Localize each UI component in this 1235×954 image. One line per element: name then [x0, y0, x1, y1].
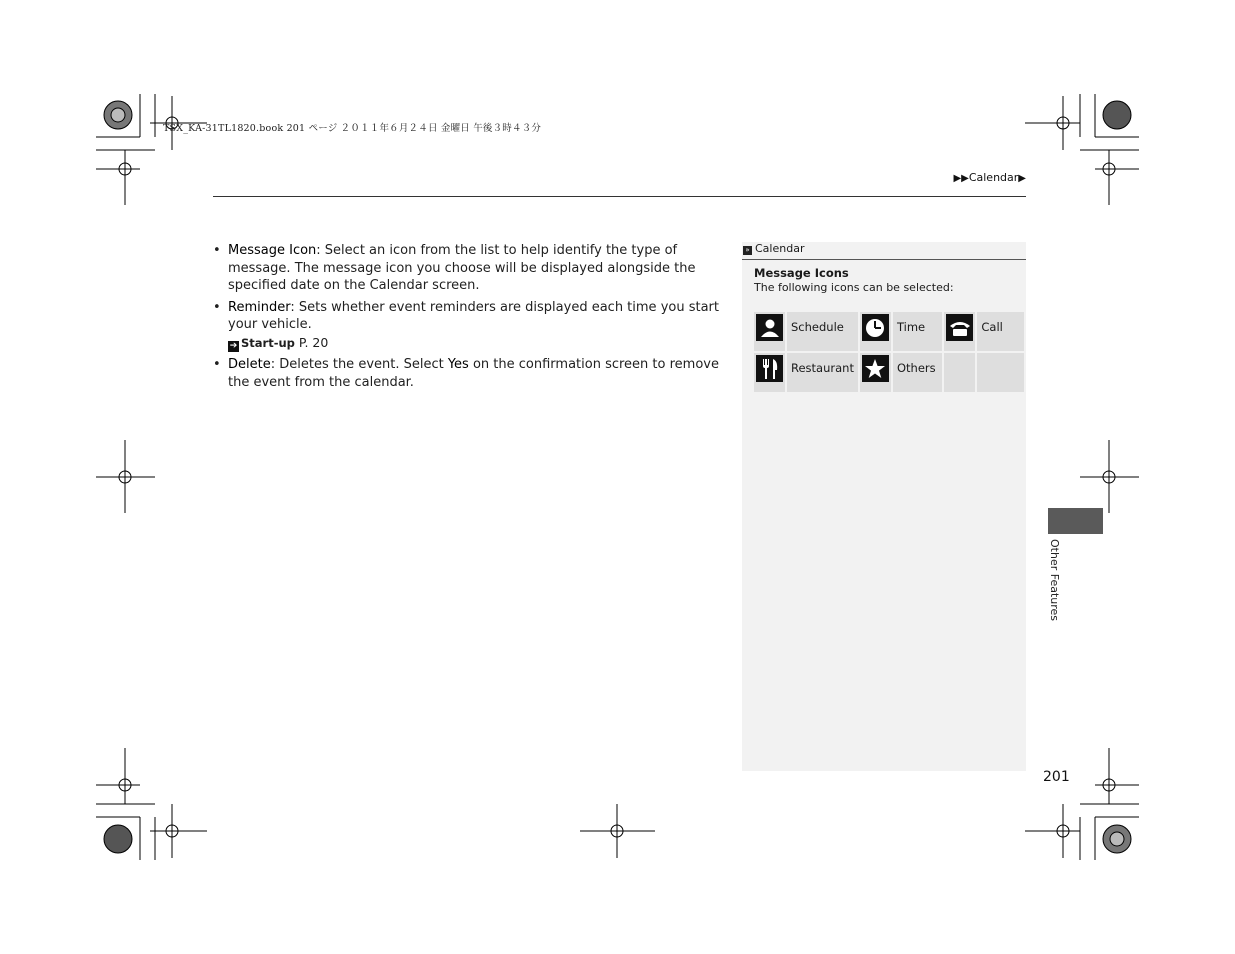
bullet-list: [213, 242, 723, 391]
icon-label: Time: [893, 312, 942, 351]
person-icon: [756, 314, 783, 341]
bullet-dot: •: [213, 299, 221, 315]
message-icons-heading: Message Icons: [754, 266, 849, 280]
table-row: [754, 312, 1024, 351]
bullet-delete: [213, 356, 723, 391]
icon-label: Schedule: [787, 312, 858, 351]
bullet-text: on the confirmation screen to remove the event from the calendar.: [228, 357, 719, 390]
fork-knife-icon: [756, 355, 783, 382]
section-tab: [1048, 508, 1103, 534]
cross-reference-link[interactable]: [228, 334, 723, 353]
sidebar-title-text: Calendar: [755, 242, 805, 255]
double-chevron-icon: »: [743, 246, 752, 255]
clock-icon: [862, 314, 889, 341]
section-tab-label: Other Features: [1048, 539, 1061, 622]
breadcrumb: [953, 171, 1026, 184]
breadcrumb-suffix: ▶: [1018, 173, 1026, 184]
icon-label: Call: [977, 312, 1024, 351]
bullet-dot: •: [213, 243, 221, 258]
message-icons-subtitle: The following icons can be selected:: [754, 281, 954, 294]
icon-label: Restaurant: [787, 353, 858, 392]
bullet-text: : Select an icon from the list to help identify the type of message. The message icon you choose will be displayed alongside the specified date on the Calendar screen.: [228, 243, 696, 293]
xref-page: P. 20: [294, 334, 329, 350]
bullet-text: : Deletes the event. Select: [270, 357, 448, 372]
icon-table: [752, 310, 1026, 394]
bullet-term: Delete: [228, 357, 271, 372]
breadcrumb-prefix: ▶▶: [953, 173, 969, 184]
table-row: [754, 353, 1024, 392]
yes-keyword: Yes: [447, 357, 469, 372]
breadcrumb-label[interactable]: Calendar: [968, 171, 1019, 184]
page-number: 201: [1043, 769, 1070, 785]
bullet-reminder: [213, 299, 723, 353]
bullet-term: Message Icon: [228, 243, 317, 258]
bullet-message-icon: [213, 242, 723, 295]
icon-label: Others: [893, 353, 942, 392]
print-header-line: TSX_KA-31TL1820.book 201 ページ ２０１１年６月２４日 金曜日 午後３時４３分: [163, 123, 542, 134]
bullet-term: Reminder: [228, 299, 291, 315]
sidebar-note: [742, 242, 1026, 771]
empty-cell: [977, 353, 1024, 392]
bullet-dot: •: [213, 357, 221, 372]
header-rule: [213, 196, 1026, 197]
bullet-text: : Sets whether event reminders are displayed each time you start your vehicle.: [228, 299, 719, 332]
main-content: [213, 242, 723, 395]
sidebar-title: [742, 242, 1026, 260]
empty-cell: [944, 353, 975, 392]
xref-label: Start-up: [241, 335, 295, 350]
phone-icon: [946, 314, 973, 341]
star-icon: [862, 355, 889, 382]
cross-ref-arrow-icon: ➔: [229, 340, 238, 351]
